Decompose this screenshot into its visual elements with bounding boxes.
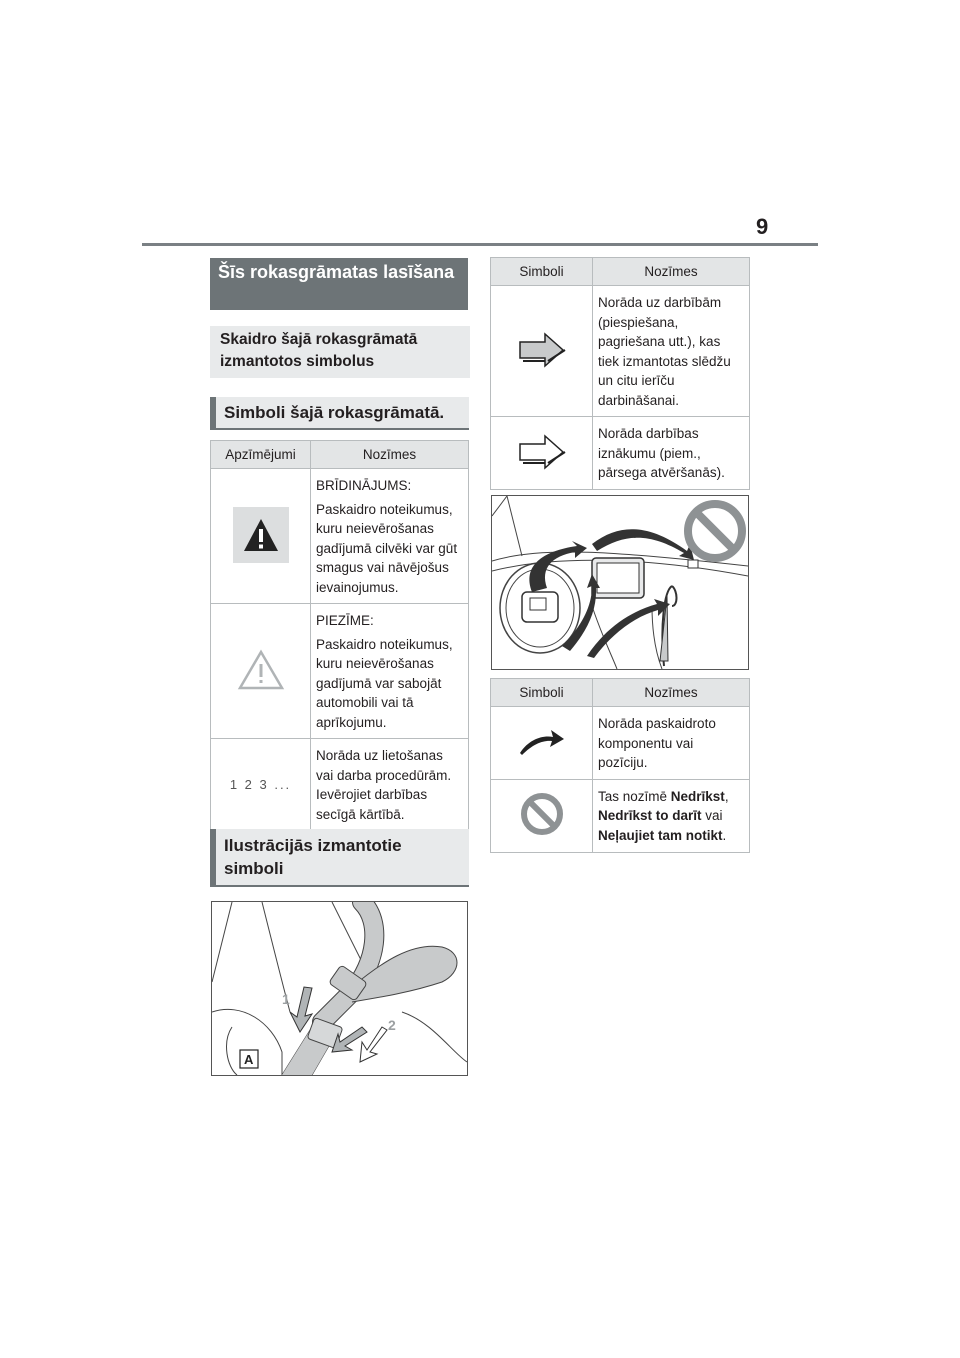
symbols-table <box>210 440 469 831</box>
seatbelt-illustration <box>211 901 468 1076</box>
step-label-1: 1 <box>282 991 290 1007</box>
step-label-2: 2 <box>388 1017 396 1033</box>
prohibited-text-prefix: Tas nozīmē <box>598 788 671 804</box>
step-numbers-icon: 1 2 3 ... <box>229 777 292 792</box>
table-row <box>491 417 750 490</box>
table-row <box>211 739 469 831</box>
notice-text: Paskaidro noteikumus, kuru neievērošanas gadījumā var sabojāt automobili vai tā aprīkojumu. <box>316 636 453 730</box>
warning-label: BRĪDINĀJUMS: <box>316 478 412 493</box>
prohibited-separator-2: vai <box>701 808 723 823</box>
action-arrow-text: Norāda uz darbībām (piespiešana, pagriešana utt.), kas tiek izmantotas slēdžu un citu ierīču darbināšanai. <box>598 295 731 408</box>
table-header-meanings: Nozīmes <box>311 441 469 469</box>
dashboard-illustration <box>491 495 749 670</box>
section-subtitle: Skaidro šajā rokasgrāmatā izmantotos simbolus <box>210 326 470 378</box>
prohibited-term-2: Nedrīkst to darīt <box>598 808 702 823</box>
prohibited-separator-3: . <box>722 827 727 843</box>
warning-text: Paskaidro noteikumus, kuru neievērošanas gadījumā cilvēki var gūt smagus vai nāvējošus ievainojumus. <box>316 501 458 595</box>
prohibited-term-1: Nedrīkst <box>670 788 725 804</box>
table-header-meanings: Nozīmes <box>593 258 750 286</box>
procedure-text: Norāda uz lietošanas vai darba procedūrām. Ievērojiet darbības secīgā kārtībā. <box>316 748 452 822</box>
table-header-meanings: Nozīmes <box>593 679 750 707</box>
prohibited-icon <box>519 791 565 837</box>
table-header-designations: Apzīmējumi <box>211 441 311 469</box>
callout-a: A <box>244 1052 254 1067</box>
prohibited-term-3: Neļaujiet tam notikt <box>598 827 723 843</box>
table-header-symbols: Simboli <box>491 258 593 286</box>
prohibited-text <box>598 787 744 846</box>
section-title: Šīs rokasgrāmatas lasīšana <box>210 258 468 310</box>
outcome-arrow-text: Norāda darbības iznākumu (piem., pārsega atvēršanās). <box>598 426 725 480</box>
symbols-heading: Simboli šajā rokasgrāmatā. <box>210 397 469 430</box>
header-rule <box>142 243 818 246</box>
illustrations-heading: Ilustrācijās izmantotie simboli <box>210 829 469 887</box>
action-arrow-icon <box>517 330 567 370</box>
notice-triangle-icon <box>236 648 286 692</box>
warning-triangle-icon <box>233 507 289 563</box>
curved-arrow-text: Norāda paskaidroto komponentu vai pozīciju. <box>598 716 716 770</box>
page-number: 9 <box>756 214 769 239</box>
table-row <box>211 469 469 604</box>
outcome-arrow-icon <box>517 432 567 472</box>
table-row <box>491 707 750 780</box>
prohibited-separator-1: , <box>724 788 729 804</box>
table-header-symbols: Simboli <box>491 679 593 707</box>
symbols-table-arrows <box>490 257 750 490</box>
dashboard-drawing <box>492 496 748 669</box>
notice-label: PIEZĪME: <box>316 613 374 628</box>
table-row <box>491 286 750 417</box>
symbols-table-markers <box>490 678 750 853</box>
table-row <box>211 604 469 739</box>
curved-arrow-icon <box>517 725 567 757</box>
table-row <box>491 779 750 852</box>
seatbelt-drawing <box>212 902 467 1075</box>
